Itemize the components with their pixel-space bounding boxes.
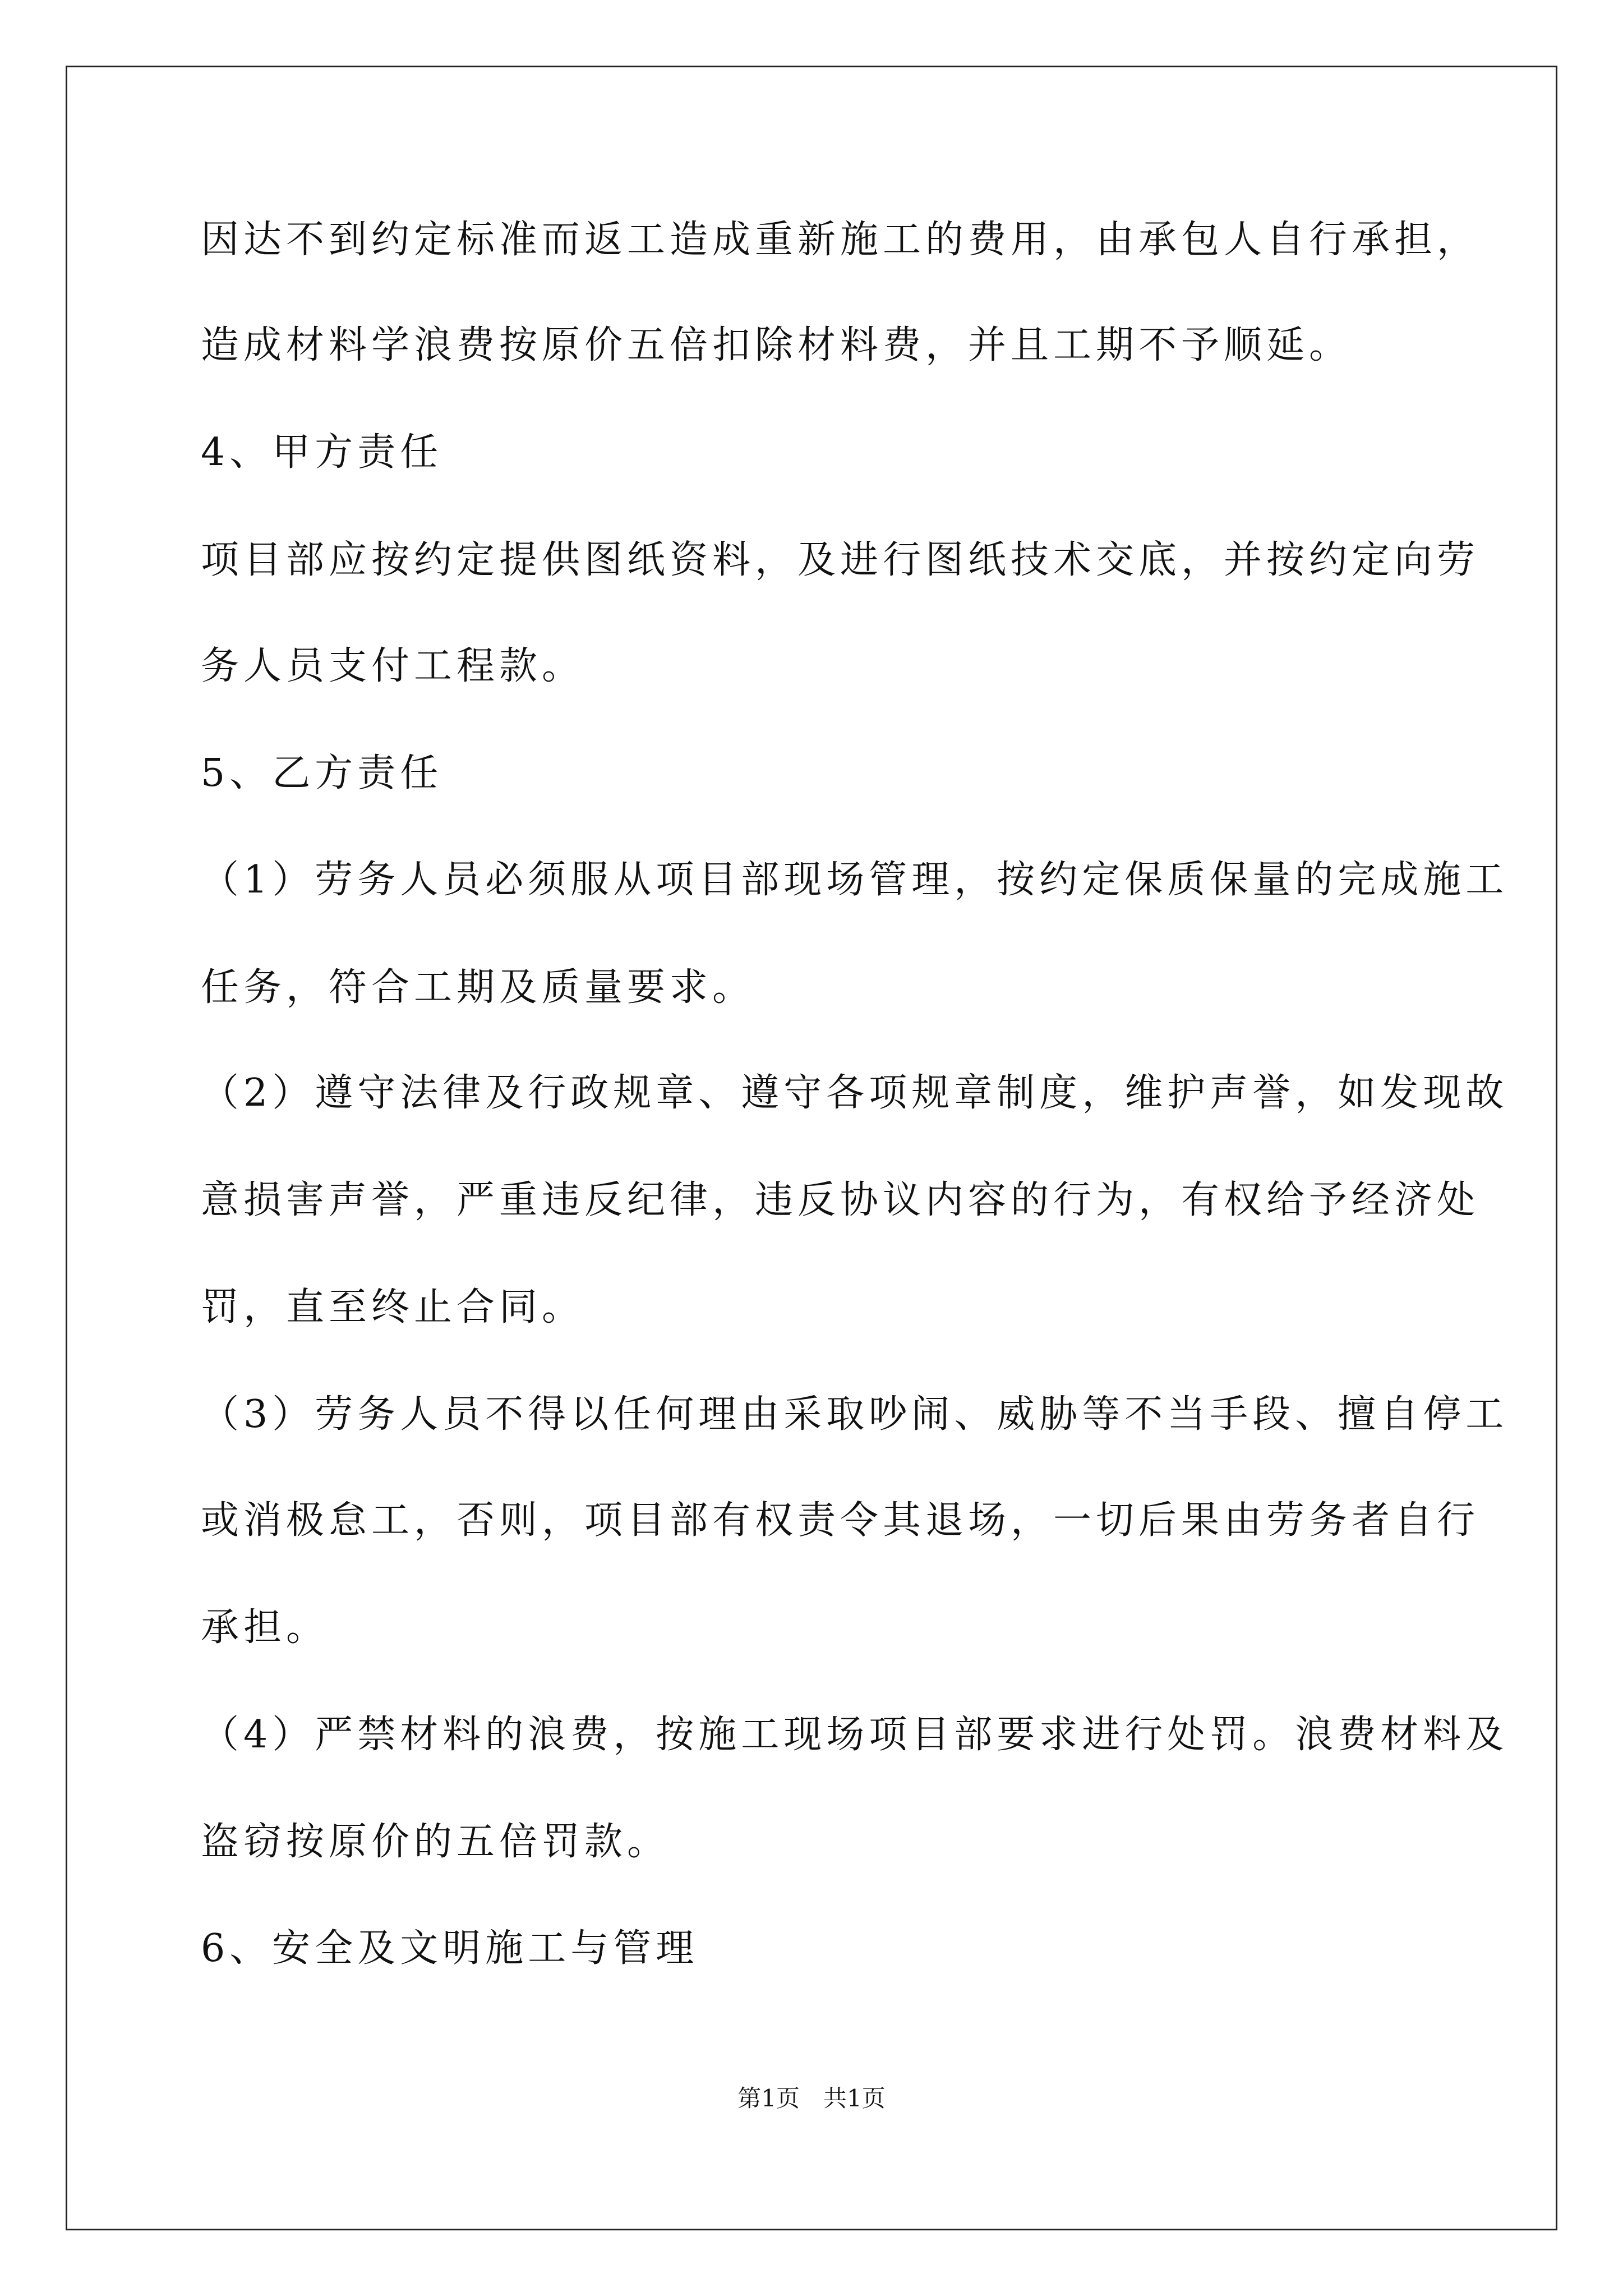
- list-item: （2）遵守法律及行政规章、遵守各项规章制度，维护声誉，如发现故: [201, 1071, 1509, 1115]
- page-number-footer: 第1页 共1页: [737, 2085, 886, 2112]
- list-item: （1）劳务人员必须服从项目部现场管理，按约定保质保量的完成施工: [201, 858, 1509, 902]
- section-heading: 6、安全及文明施工与管理: [201, 1926, 699, 1971]
- paragraph-line: 因达不到约定标准而返工造成重新施工的费用，由承包人自行承担，: [201, 218, 1480, 262]
- paragraph-line: 承担。: [201, 1605, 329, 1650]
- section-heading: 4、甲方责任: [201, 430, 443, 475]
- section-heading: 5、乙方责任: [201, 751, 443, 795]
- paragraph-line: 或消极怠工，否则，项目部有权责令其退场，一切后果由劳务者自行: [201, 1498, 1480, 1543]
- page-border: [66, 66, 1557, 2230]
- paragraph-line: 项目部应按约定提供图纸资料，及进行图纸技术交底，并按约定向劳: [201, 538, 1480, 582]
- list-item: （3）劳务人员不得以任何理由采取吵闹、威胁等不当手段、擅自停工: [201, 1392, 1509, 1437]
- paragraph-line: 意损害声誉，严重违反纪律，违反协议内容的行为，有权给予经济处: [201, 1178, 1480, 1222]
- paragraph-line: 罚，直至终止合同。: [201, 1285, 585, 1329]
- paragraph-line: 造成材料学浪费按原价五倍扣除材料费，并且工期不予顺延。: [201, 323, 1352, 367]
- paragraph-line: 务人员支付工程款。: [201, 644, 585, 688]
- list-item: （4）严禁材料的浪费，按施工现场项目部要求进行处罚。浪费材料及: [201, 1713, 1509, 1757]
- paragraph-line: 任务，符合工期及质量要求。: [201, 965, 755, 1010]
- paragraph-line: 盗窃按原价的五倍罚款。: [201, 1820, 670, 1864]
